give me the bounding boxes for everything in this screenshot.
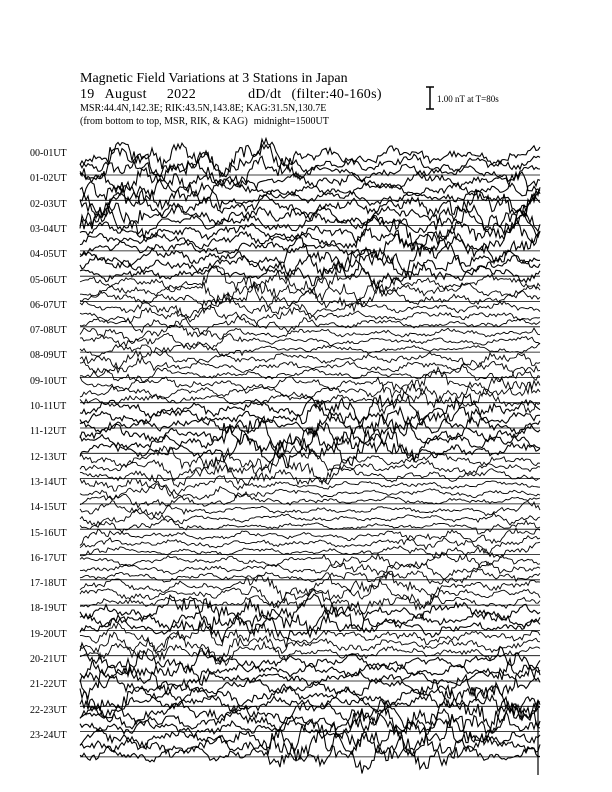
hour-label: 09-10UT — [30, 375, 67, 387]
hour-label: 21-22UT — [30, 679, 67, 691]
hour-label: 18-19UT — [30, 603, 67, 615]
hour-label: 04-05UT — [30, 249, 67, 261]
hour-label: 23-24UT — [30, 729, 67, 741]
order-note-line — [80, 117, 329, 127]
trace-rik — [80, 599, 540, 636]
hour-label: 22-23UT — [30, 704, 67, 716]
hour-label: 14-15UT — [30, 502, 67, 514]
date-day: 19 — [80, 87, 95, 102]
trace-msr — [80, 492, 540, 508]
date-line — [80, 88, 382, 102]
filter-label: (filter:40-160s) — [291, 87, 382, 102]
station-coordinates: MSR:44.4N,142.3E; RIK:43.5N,143.8E; KAG:31.5N,130.7E — [80, 103, 327, 114]
order-note: (from bottom to top, MSR, RIK, & KAG) — [80, 116, 248, 127]
trace-msr — [80, 465, 540, 487]
trace-rik — [80, 277, 540, 306]
hour-label: 10-11UT — [30, 401, 67, 412]
trace-group — [80, 139, 540, 776]
hour-label: 16-17UT — [30, 552, 67, 564]
trace-kag — [80, 348, 540, 370]
hour-label: 11-12UT — [30, 426, 67, 438]
hour-label: 12-13UT — [30, 451, 67, 463]
midnight-note: midnight=1500UT — [253, 116, 329, 127]
trace-kag — [80, 501, 540, 518]
hour-label: 06-07UT — [30, 299, 67, 311]
hour-label: 15-16UT — [30, 527, 67, 539]
scale-label: 1.00 nT at T=80s — [437, 94, 499, 104]
hour-label: 07-08UT — [30, 325, 67, 337]
trace-msr — [80, 519, 540, 534]
trace-rik — [80, 357, 540, 378]
hour-label: 17-18UT — [30, 578, 67, 590]
chart-title: Magnetic Field Variations at 3 Stations in Japan — [80, 71, 348, 86]
trace-rik — [80, 305, 540, 327]
quantity-label: dD/dt — [248, 87, 282, 102]
trace-rik — [80, 509, 540, 526]
hour-label: 13-14UT — [30, 476, 67, 488]
date-year: 2022 — [166, 87, 197, 102]
trace-msr — [80, 232, 540, 264]
hour-label: 03-04UT — [30, 223, 67, 235]
scale-bar — [426, 87, 434, 109]
trace-kag — [80, 238, 540, 276]
hour-label: 08-09UT — [30, 350, 67, 362]
hour-label: 20-21UT — [30, 654, 67, 665]
trace-rik — [80, 536, 540, 554]
hour-label: 00-01UT — [30, 148, 67, 159]
trace-rik — [80, 561, 540, 580]
hour-label: 02-03UT — [30, 198, 67, 210]
hour-label: 19-20UT — [30, 628, 67, 640]
trace-msr — [80, 542, 540, 558]
trace-kag — [80, 691, 540, 733]
trace-msr — [80, 409, 540, 441]
trace-msr — [80, 615, 540, 642]
date-month: August — [104, 87, 147, 102]
trace-rik — [80, 653, 540, 686]
trace-rik — [80, 381, 540, 408]
hour-label: 05-06UT — [30, 274, 67, 286]
hour-label: 01-02UT — [30, 173, 67, 185]
trace-kag — [80, 325, 540, 343]
